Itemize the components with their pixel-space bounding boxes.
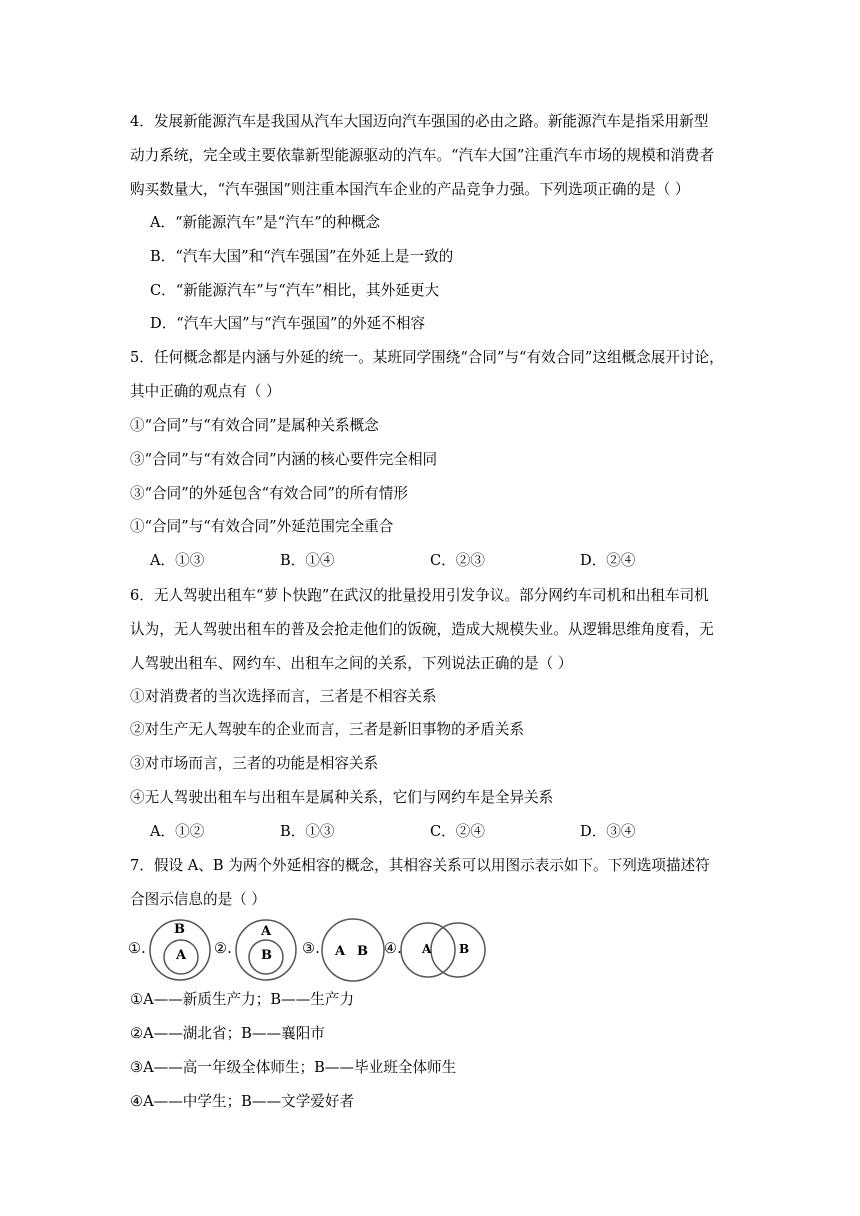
q4-option-c: C．“新能源汽车”与“汽车”相比，其外延更大 [150,282,440,299]
q6-choice-a: A．①② [150,823,205,840]
q7-statement-1: ①A——新质生产力；B——生产力 [130,991,355,1008]
q5-statement-3: ③“合同”的外延包含“有效合同”的所有情形 [130,485,408,502]
q7-statement-4: ④A——中学生；B——文学爱好者 [130,1093,355,1110]
q7-stem-line-1: 7．假设 A、B 为两个外延相容的概念，其相容关系可以用图示表示如下。下列选项描述符 [130,857,710,874]
q6-stem-line-1: 6．无人驾驶出租车“萝卜快跑”在武汉的批量投用引发争议。部分网约车司机和出租车司机 [130,587,709,604]
venn-1-b: B [174,922,185,937]
venn-3-label: ③. [302,940,320,957]
q6-stem-line-2: 认为，无人驾驶出租车的普及会抢走他们的饭碗，造成大规模失业。从逻辑思维角度看，无 [130,621,714,638]
q4-option-b: B．“汽车大国”和“汽车强国”在外延上是一致的 [150,248,454,265]
q5-choice-d: D．②④ [580,552,636,569]
venn-4-b: B [459,942,470,956]
q6-statement-4: ④无人驾驶出租车与出租车是属种关系，它们与网约车是全异关系 [130,789,554,806]
venn-4-a: A [422,942,432,956]
q5-choice-c: C．②③ [430,552,485,569]
q6-statement-2: ②对生产无人驾驶车的企业而言，三者是新旧事物的矛盾关系 [130,721,525,738]
q5-statement-1: ①“合同”与“有效合同”是属种关系概念 [130,417,379,434]
q4-option-a: A．“新能源汽车”是“汽车”的种概念 [150,214,381,231]
venn-3-a: A [335,944,346,959]
venn-2-label: ②. [214,940,232,957]
venn-4-circle-b [431,923,485,977]
q4-stem-line-3: 购买数量大，“汽车强国”则注重本国汽车企业的产品竞争力强。下列选项正确的是（ ） [130,181,690,198]
venn-3-circle [322,919,384,981]
q5-stem-line-1: 5．任何概念都是内涵与外延的统一。某班同学围绕“合同”与“有效合同”这组概念展开讨论， [130,349,724,366]
venn-2-a: A [261,924,272,939]
q7-statement-3: ③A——高一年级全体师生；B——毕业班全体师生 [130,1059,457,1076]
q4-option-d: D．“汽车大国”与“汽车强国”的外延不相容 [150,315,426,332]
venn-3-b: B [357,944,368,959]
q4-stem-line-1: 4．发展新能源汽车是我国从汽车大国迈向汽车强国的必由之路。新能源汽车是指采用新型 [130,113,709,130]
q6-choice-d: D．③④ [580,823,636,840]
q6-choice-b: B．①③ [280,823,335,840]
q6-statement-1: ①对消费者的当次选择而言，三者是不相容关系 [130,688,437,705]
q5-statement-2: ③“合同”与“有效合同”内涵的核心要件完全相同 [130,451,438,468]
venn-2-b: B [261,948,272,963]
venn-diagrams [128,914,498,986]
q6-choice-c: C．②④ [430,823,485,840]
q6-statement-3: ③对市场而言，三者的功能是相容关系 [130,755,379,772]
venn-4-label: ④. [384,940,402,957]
venn-1-a: A [176,948,187,963]
q5-stem-line-2: 其中正确的观点有（ ） [130,383,281,400]
q6-stem-line-3: 人驾驶出租车、网约车、出租车之间的关系，下列说法正确的是（ ） [130,655,573,672]
q5-choice-a: A．①③ [150,552,205,569]
q7-stem-line-2: 合图示信息的是（ ） [130,891,266,908]
q5-choice-b: B．①④ [280,552,335,569]
q7-statement-2: ②A——湖北省；B——襄阳市 [130,1025,325,1042]
q5-statement-4: ①“合同”与“有效合同”外延范围完全重合 [130,518,394,535]
q4-stem-line-2: 动力系统，完全或主要依靠新型能源驱动的汽车。“汽车大国”注重汽车市场的规模和消费者 [130,147,715,164]
venn-1-label: ①. [128,940,146,957]
